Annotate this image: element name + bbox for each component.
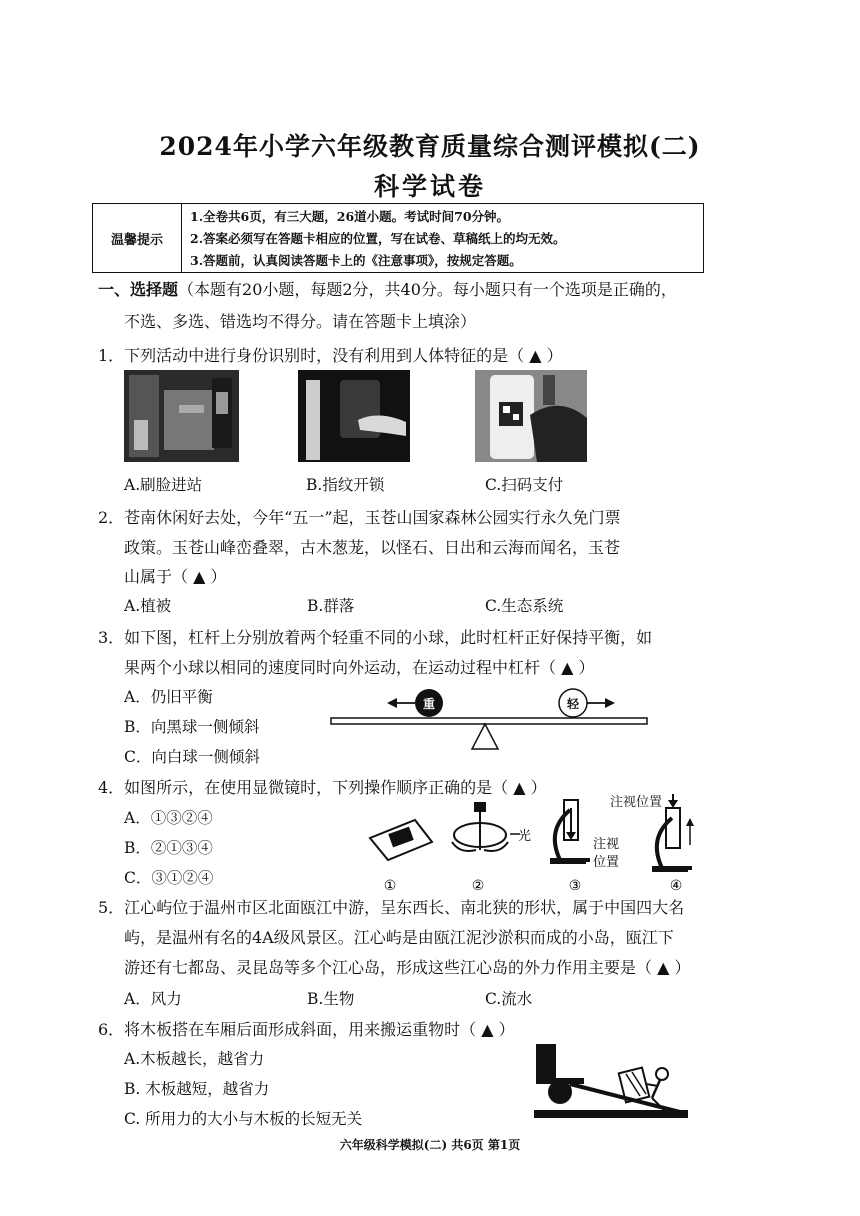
q4-option-a: A．①③②④ (124, 809, 213, 827)
microscope-side-icon (550, 800, 590, 864)
section-description-2: 不选、多选、错选均不得分。请在答题卡上填涂） (124, 312, 477, 331)
q1-option-a: A.刷脸进站 (124, 476, 203, 494)
exam-title: 2024年小学六年级教育质量综合测评模拟(二) (159, 132, 701, 161)
step-label-3: ③ (568, 878, 582, 894)
question-6-stem: 6．将木板搭在车厢后面形成斜面，用来搬运重物时（ ▲ ） (98, 1020, 515, 1039)
q1-option-b: B.指纹开锁 (306, 476, 385, 494)
q3-option-c: C．向白球一侧倾斜 (124, 748, 260, 766)
q2-option-c: C.生态系统 (485, 597, 564, 615)
qr-pay-photo (475, 370, 587, 462)
watch-side-label-2: 位置 (593, 855, 620, 870)
fingerprint-lock-photo (298, 370, 410, 462)
q4-option-c: C．③①②④ (124, 869, 214, 887)
q5-option-b: B.生物 (307, 990, 355, 1008)
notice-label: 温馨提示 (93, 204, 182, 272)
slide-step-icon (370, 820, 432, 860)
watch-side-label-1: 注视 (593, 837, 620, 852)
q6-option-a: A.木板越长，越省力 (124, 1050, 265, 1068)
q2-option-a: A.植被 (124, 597, 172, 615)
q4-option-b: B．②①③④ (124, 839, 213, 857)
question-3-stem-1: 3．如下图，杠杆上分别放着两个轻重不同的小球，此时杠杆正好保持平衡，如 (98, 628, 653, 647)
exam-subtitle: 科学试卷 (373, 172, 486, 201)
section-description: （本题有20小题，每题2分，共40分。每小题只有一个选项是正确的， (178, 280, 677, 299)
question-2-stem-2: 政策。玉苍山峰峦叠翠，古木葱茏，以怪石、日出和云海而闻名，玉苍 (124, 538, 621, 557)
truck-ramp-diagram (530, 1040, 690, 1122)
step-label-1: ① (383, 878, 397, 894)
notice-box (92, 203, 704, 273)
q3-option-b: B．向黑球一侧倾斜 (124, 718, 260, 736)
question-2-stem-3: 山属于（ ▲ ） (124, 567, 227, 586)
q1-option-c: C.扫码支付 (485, 476, 564, 494)
section-heading: 一、选择题 (98, 280, 179, 299)
question-2-stem-1: 2．苍南休闲好去处，今年“五一”起，玉苍山国家森林公园实行永久免门票 (98, 508, 621, 527)
q3-option-a: A．仍旧平衡 (124, 688, 213, 706)
q5-option-a: A．风力 (124, 990, 182, 1008)
question-1-stem: 1．下列活动中进行身份识别时，没有利用到人体特征的是（ ▲ ） (98, 346, 563, 365)
q2-option-b: B.群落 (307, 597, 355, 615)
watch-top-label: 注视位置 (610, 795, 663, 810)
page-footer: 六年级科学模拟(二) 共6页 第1页 (339, 1138, 521, 1152)
hands-step-icon (452, 802, 520, 851)
question-5-stem-1: 5．江心屿位于温州市区北面瓯江中游，呈东西长、南北狭的形状，属于中国四大名 (98, 898, 685, 917)
q6-option-c: C. 所用力的大小与木板的长短无关 (124, 1110, 363, 1128)
question-3-stem-2: 果两个小球以相同的速度同时向外运动，在运动过程中杠杆（ ▲ ） (124, 658, 595, 677)
step-label-2: ② (471, 878, 485, 894)
face-scan-gate-photo (124, 370, 239, 462)
q6-option-b: B. 木板越短，越省力 (124, 1080, 270, 1098)
notice-item: 1.全卷共6页，有三大题，26道小题。考试时间70分钟。 (190, 209, 510, 224)
light-ball-label: 轻 (566, 697, 580, 711)
q5-option-c: C.流水 (485, 990, 533, 1008)
light-label: 光 (518, 829, 532, 844)
question-5-stem-2: 屿，是温州有名的4A级风景区。江心屿是由瓯江泥沙淤积而成的小岛，瓯江下 (124, 928, 674, 947)
question-5-stem-3: 游还有七都岛、灵昆岛等多个江心岛，形成这些江心岛的外力作用主要是（ ▲ ） (124, 958, 691, 977)
heavy-ball-label: 重 (422, 697, 436, 711)
notice-item: 2.答案必须写在答题卡相应的位置，写在试卷、草稿纸上的均无效。 (190, 231, 566, 246)
notice-item: 3.答题前，认真阅读答题卡上的《注意事项》，按规定答题。 (190, 253, 522, 268)
step-label-4: ④ (669, 878, 683, 894)
notice-items (182, 204, 703, 272)
lever-diagram (325, 685, 655, 755)
section-heading-line (98, 277, 677, 300)
question-4-stem: 4．如图所示，在使用显微镜时，下列操作顺序正确的是（ ▲ ） (98, 778, 547, 797)
